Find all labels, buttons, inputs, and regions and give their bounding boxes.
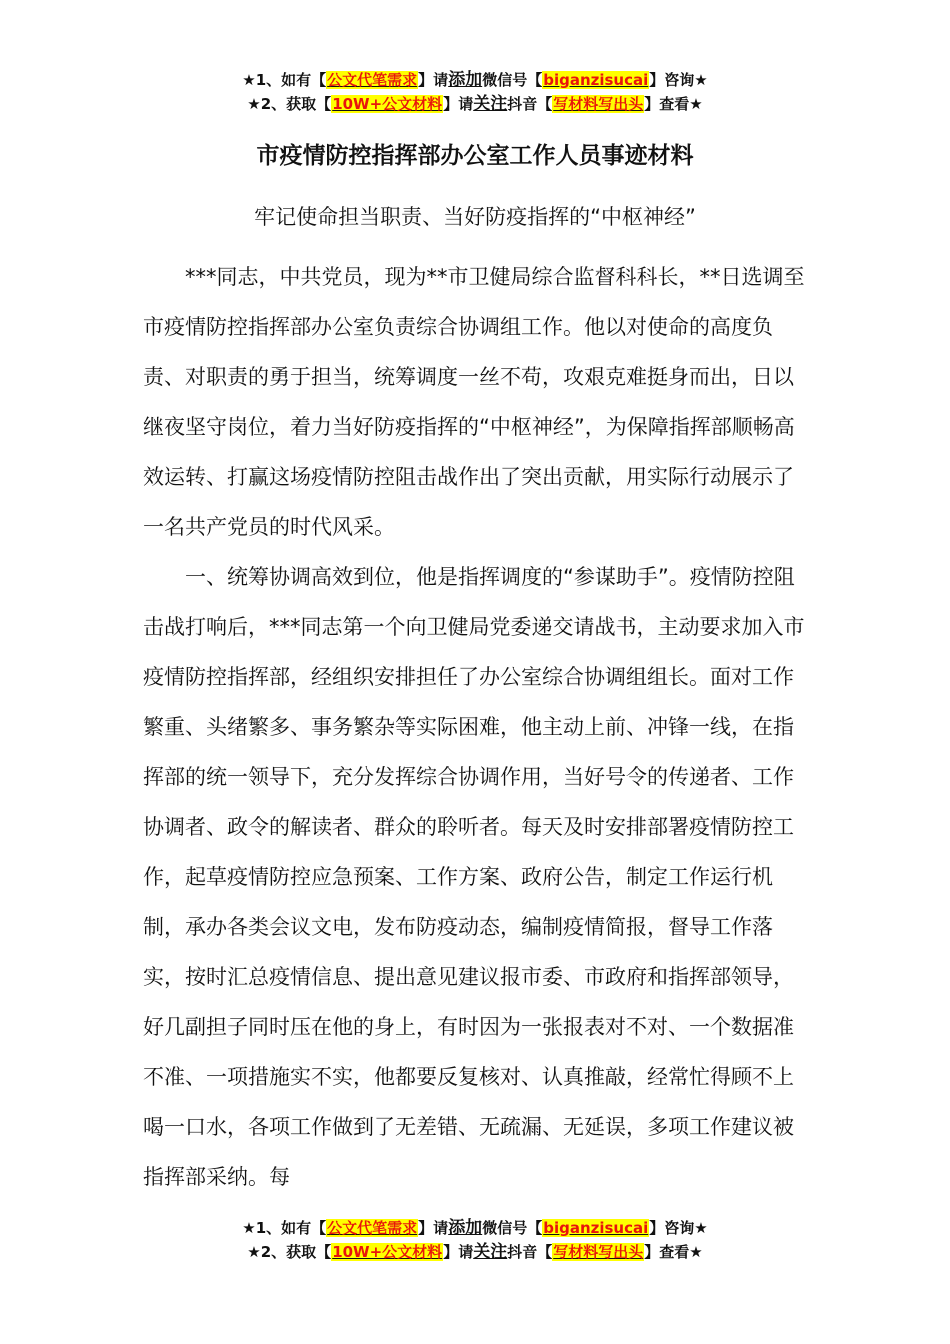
promo-text: 】请 (443, 1243, 474, 1261)
promo-text: 】查看★ (644, 1243, 703, 1261)
promo-line-2 (0, 1240, 950, 1264)
promo-highlight-wechat-id: biganzisucai (543, 1219, 649, 1237)
promo-text: 】咨询★ (649, 1219, 708, 1237)
promo-highlight-materials: 10W+公文材料 (332, 1243, 443, 1261)
promo-text: 】请 (418, 71, 449, 89)
promo-text: 】查看★ (644, 95, 703, 113)
promo-highlight-materials: 10W+公文材料 (332, 95, 443, 113)
document-body (143, 252, 813, 1202)
promo-highlight-wechat-id: biganzisucai (543, 71, 649, 89)
promo-highlight-service: 公文代笔需求 (327, 71, 418, 89)
promo-text: 抖音【 (507, 95, 553, 113)
promo-highlight-service: 公文代笔需求 (327, 1219, 418, 1237)
promo-text: ★2、获取【 (247, 95, 332, 113)
promo-text: ★1、如有【 (242, 71, 327, 89)
promo-header (0, 68, 950, 116)
promo-text: 】咨询★ (649, 71, 708, 89)
promo-text: 抖音【 (507, 1243, 553, 1261)
document-subtitle: 牢记使命担当职责、当好防疫指挥的“中枢神经” (254, 205, 696, 229)
promo-line-2 (0, 92, 950, 116)
promo-text: 微信号【 (482, 1219, 543, 1237)
promo-highlight-douyin: 写材料写出头 (553, 1243, 644, 1261)
document-title: 市疫情防控指挥部办公室工作人员事迹材料 (256, 143, 694, 169)
promo-text: ★1、如有【 (242, 1219, 327, 1237)
promo-line-1 (0, 1216, 950, 1240)
promo-keyword: 关注 (473, 94, 508, 114)
promo-highlight-douyin: 写材料写出头 (553, 95, 644, 113)
promo-keyword: 添加 (448, 70, 483, 90)
paragraph-section-1: 一、统筹协调高效到位，他是指挥调度的“参谋助手”。疫情防控阻击战打响后，***同志第一个向卫健局党委递交请战书，主动要求加入市疫情防控指挥部，经组织安排担任了办公室综合协调组组长。面对工作繁重、头绪繁多、事务繁杂等实际困难，他主动上前、冲锋一线，在指挥部的统一领导下，充分发挥综合协调作用，当好号令的传递者、工作协调者、政令的解读者、群众的聆听者。每天及时安排部署疫情防控工作，起草疫情防控应急预案、工作方案、政府公告，制定工作运行机制，承办各类会议文电，发布防疫动态，编制疫情简报，督导工作落实，按时汇总疫情信息、提出意见建议报市委、市政府和指挥部领导，好几副担子同时压在他的身上，有时因为一张报表对不对、一个数据准不准、一项措施实不实，他都要反复核对、认真推敲，经常忙得顾不上喝一口水，各项工作做到了无差错、无疏漏、无延误，多项工作建议被指挥部采纳。每 (143, 565, 805, 1189)
promo-keyword: 关注 (473, 1242, 508, 1262)
promo-text: 】请 (443, 95, 474, 113)
promo-line-1 (0, 68, 950, 92)
promo-text: ★2、获取【 (247, 1243, 332, 1261)
promo-text: 】请 (418, 1219, 449, 1237)
paragraph-intro: ***同志，中共党员，现为**市卫健局综合监督科科长，**日选调至市疫情防控指挥部办公室负责综合协调组工作。他以对使命的高度负责、对职责的勇于担当，统筹调度一丝不苟，攻艰克难挺身而出，日以继夜坚守岗位，着力当好防疫指挥的“中枢神经”，为保障指挥部顺畅高效运转、打赢这场疫情防控阻击战作出了突出贡献，用实际行动展示了一名共产党员的时代风采。 (143, 265, 805, 539)
promo-keyword: 添加 (448, 1218, 483, 1238)
promo-footer (0, 1216, 950, 1264)
promo-text: 微信号【 (482, 71, 543, 89)
